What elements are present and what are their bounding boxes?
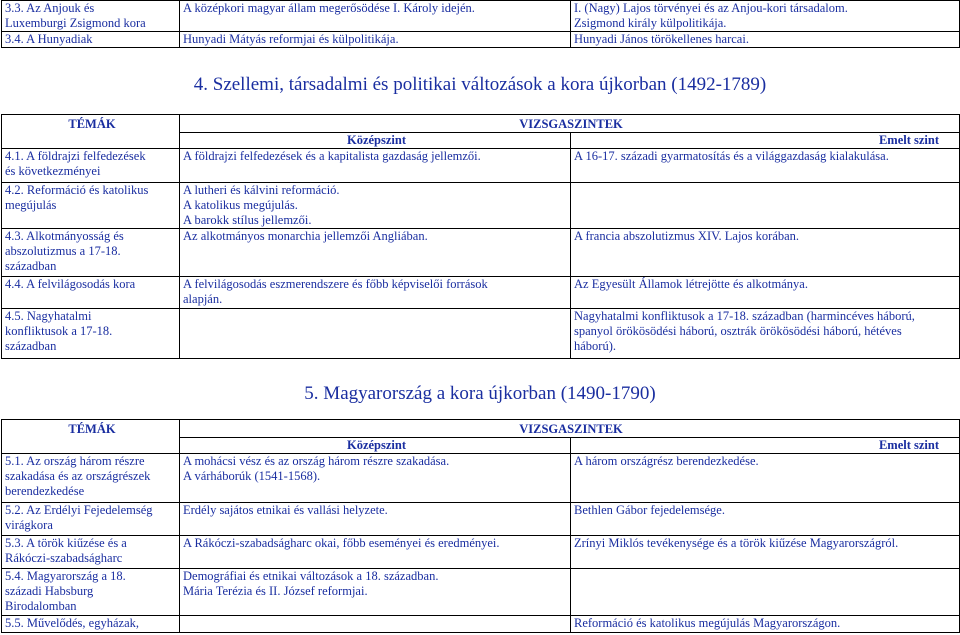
- theme-cell: 5.4. Magyarország a 18. századi Habsburg Birodalomban: [2, 569, 180, 616]
- mid-cell: A mohácsi vész és az ország három részre szakadása. A várháborúk (1541-1568).: [180, 454, 571, 503]
- theme-cell: 4.1. A földrajzi felfedezések és következményei: [2, 149, 180, 183]
- table-row: [2, 1, 960, 32]
- section4-table: [1, 114, 960, 359]
- mid-cell: A felvilágosodás eszmerendszere és főbb képviselői források alapján.: [180, 277, 571, 309]
- col-header-mid: Középszint: [180, 133, 571, 149]
- col-header-exam-levels: VIZSGASZINTEK: [180, 420, 960, 438]
- section-heading: 5. Magyarország a kora újkorban (1490-1790): [304, 383, 656, 404]
- adv-cell: [571, 183, 960, 229]
- adv-cell: A 16-17. századi gyarmatosítás és a világgazdaság kialakulása.: [571, 149, 960, 183]
- table-row: [2, 569, 960, 616]
- adv-cell: Reformáció és katolikus megújulás Magyarországon.: [571, 616, 960, 633]
- table-row: [2, 454, 960, 503]
- adv-cell: A francia abszolutizmus XIV. Lajos korában.: [571, 229, 960, 277]
- theme-cell: 3.3. Az Anjouk és Luxemburgi Zsigmond kora: [2, 1, 180, 32]
- theme-cell: 3.4. A Hunyadiak: [2, 32, 180, 48]
- table-row: [2, 616, 960, 633]
- theme-cell: 5.3. A török kiűzése és a Rákóczi-szabadságharc: [2, 536, 180, 569]
- table-header-row: [2, 420, 960, 438]
- table-header-row: [2, 115, 960, 133]
- col-header-adv: Emelt szint: [571, 133, 960, 149]
- top-table: [1, 0, 960, 48]
- theme-cell: 5.2. Az Erdélyi Fejedelemség virágkora: [2, 503, 180, 536]
- col-header-exam-levels: VIZSGASZINTEK: [180, 115, 960, 133]
- mid-cell: Erdély sajátos etnikai és vallási helyzete.: [180, 503, 571, 536]
- col-header-topics: TÉMÁK: [2, 420, 180, 454]
- theme-cell: 4.2. Reformáció és katolikus megújulás: [2, 183, 180, 229]
- mid-cell: A földrajzi felfedezések és a kapitalista gazdaság jellemzői.: [180, 149, 571, 183]
- theme-cell: 4.3. Alkotmányosság és abszolutizmus a 17-18. században: [2, 229, 180, 277]
- theme-cell: 5.1. Az ország három részre szakadása és az országrészek berendezkedése: [2, 454, 180, 503]
- table-row: [2, 309, 960, 359]
- col-header-mid: Középszint: [180, 438, 571, 454]
- mid-cell: [180, 309, 571, 359]
- theme-cell: 4.4. A felvilágosodás kora: [2, 277, 180, 309]
- mid-cell: Az alkotmányos monarchia jellemzői Angliában.: [180, 229, 571, 277]
- theme-cell: 5.5. Művelődés, egyházak,: [2, 616, 180, 633]
- table-row: [2, 183, 960, 229]
- table-row: [2, 503, 960, 536]
- mid-cell: A középkori magyar állam megerősödése I. Károly idején.: [180, 1, 571, 32]
- theme-cell: 4.5. Nagyhatalmi konfliktusok a 17-18. században: [2, 309, 180, 359]
- table-row: [2, 277, 960, 309]
- adv-cell: Hunyadi János törökellenes harcai.: [571, 32, 960, 48]
- mid-cell: A Rákóczi-szabadságharc okai, főbb eseményei és eredményei.: [180, 536, 571, 569]
- col-header-topics: TÉMÁK: [2, 115, 180, 149]
- adv-cell: Az Egyesült Államok létrejötte és alkotmánya.: [571, 277, 960, 309]
- table-row: [2, 229, 960, 277]
- adv-cell: Bethlen Gábor fejedelemsége.: [571, 503, 960, 536]
- adv-cell: A három országrész berendezkedése.: [571, 454, 960, 503]
- adv-cell: [571, 569, 960, 616]
- adv-cell: Zrínyi Miklós tevékenysége és a török kiűzése Magyarországról.: [571, 536, 960, 569]
- section-heading: 4. Szellemi, társadalmi és politikai változások a kora újkorban (1492-1789): [193, 74, 767, 95]
- table-row: [2, 536, 960, 569]
- mid-cell: A lutheri és kálvini reformáció. A katolikus megújulás. A barokk stílus jellemzői.: [180, 183, 571, 229]
- mid-cell: [180, 616, 571, 633]
- section5-table: [1, 419, 960, 633]
- adv-cell: Nagyhatalmi konfliktusok a 17-18. században (harmincéves háború, spanyol örökösödési háború, osztrák örökösödési háború, hétéves háború).: [571, 309, 960, 359]
- mid-cell: Demográfiai és etnikai változások a 18. században. Mária Terézia és II. József reformjai.: [180, 569, 571, 616]
- adv-cell: I. (Nagy) Lajos törvényei és az Anjou-kori társadalom. Zsigmond király külpolitikája.: [571, 1, 960, 32]
- table-row: [2, 149, 960, 183]
- table-row: [2, 32, 960, 48]
- mid-cell: Hunyadi Mátyás reformjai és külpolitikája.: [180, 32, 571, 48]
- col-header-adv: Emelt szint: [571, 438, 960, 454]
